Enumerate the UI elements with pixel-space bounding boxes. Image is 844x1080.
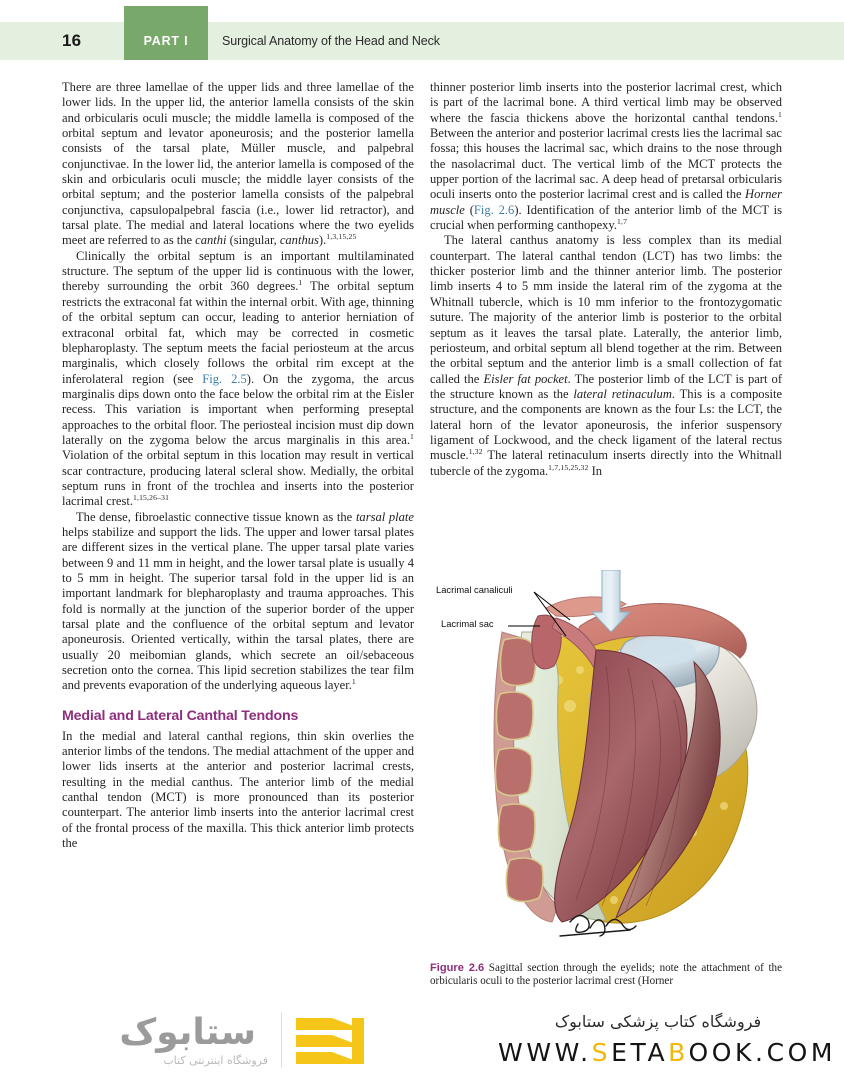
figure-2-6 <box>430 570 782 970</box>
url-letter-s: S <box>591 1038 612 1067</box>
body-paragraph <box>62 510 414 694</box>
text-run: (singular, <box>226 233 280 248</box>
reference-marker: 1,32 <box>468 447 483 457</box>
text-run: The orbital septum restricts the extraconal fat within the internal orbit. With age, thinning of the orbital septum can occur, leading to anterior herniation of extraconal orbital fat, which may be corrected in cosmetic blepharoplasty. The septum meets the facial periosteum at the arcus marginalis, which closely follows the orbital rim except at the inferolateral region (see <box>62 279 414 386</box>
left-column <box>62 80 414 852</box>
figure-cross-reference[interactable]: Fig. 2.6 <box>473 202 515 217</box>
text-run: ). On the zygoma, the arcus marginalis dips down onto the face below the orbital rim at the Eisler recess. This variation is important when performing preseptal approaches to the orbital floor. The periosteal incision must dip down laterally on the zygoma below the arcus marginalis in this area. <box>62 371 414 447</box>
logo-tagline: فروشگاه اینترنتی کتاب <box>163 1054 268 1067</box>
logo-divider <box>281 1012 282 1068</box>
body-paragraph <box>430 233 782 479</box>
lens-highlight <box>636 639 696 665</box>
text-run: Clinically the orbital septum is an important multilaminated structure. The septum of the upper lid is continuous with the lower, thereby surrounding the orbit 360 degrees. <box>62 248 414 294</box>
text-run: In <box>588 463 603 478</box>
reference-marker: 1,7 <box>617 216 628 226</box>
figure-caption-text: Sagittal section through the eyelids; note the attachment of the orbicularis oculi to the posterior lacrimal crest (Horner <box>430 962 783 988</box>
right-column-body <box>430 80 782 479</box>
reference-marker: 1 <box>778 109 782 119</box>
reference-marker: 1,7,15,25,32 <box>548 462 589 472</box>
url-suffix: OOK.COM <box>688 1038 837 1067</box>
text-run: . This is a composite structure, and the components are known as the four Ls: the LCT, the lateral horn of the levator aponeurosis, the inferior suspensory ligament of Lockwood, and the check ligament of the lateral rectus muscle. <box>430 386 783 463</box>
logo-wordmark-text: ستابوک <box>119 1012 256 1053</box>
body-paragraph <box>62 249 414 510</box>
emphasis-text: canthi <box>195 233 227 248</box>
text-run: helps stabilize and support the lids. The upper and lower tarsal plates are different sizes in the vertical plane. The upper tarsal plate varies between 9 and 11 mm in height, and the lower tarsal plate is usually 4 to 5 mm in height. The superior tarsal fold in the upper lid is an important landmark for blepharoplasty and trauma approaches. This fold is normally at the junction of the superior border of the upper tarsal plate and the confluence of the orbital septum and levator aponeurosis. Oriented vertically, within the tarsal plates, there are usually 20 meibomian glands, which secrete an oil/sebaceous secretion onto the cornea. This lipid secretion stabilizes the tear film and prevents evaporation of the underlying aqueous layer. <box>62 524 414 693</box>
text-run: ( <box>464 202 474 217</box>
chevron-mark-icon <box>292 1016 368 1068</box>
text-run: The lateral retinaculum inserts directly into the Whitnall tubercle of the zygoma. <box>430 448 782 478</box>
emphasis-text: canthus <box>279 233 319 248</box>
site-tagline-fa: فروشگاه کتاب پزشکی ستابوک <box>554 1012 762 1031</box>
body-paragraph <box>62 729 414 852</box>
emphasis-text: Horner muscle <box>430 187 782 217</box>
emphasis-text: tarsal plate <box>355 509 414 524</box>
text-run: ). Identification of the anterior limb of the MCT is crucial when performing canthopexy. <box>430 202 783 233</box>
text-run: There are three lamellae of the upper lids and three lamellae of the lower lids. In the upper lid, the anterior lamella consists of the skin and orbicularis oculi muscle; the middle lamella is composed of the orbital septum and levator aponeurosis; and the posterior lamella consists of the tarsal plate, Müller muscle, and palpebral conjunctivae. In the lower lid, the anterior lamella is composed of the skin and orbicularis oculi muscle; the middle layer consists of the orbital septum; and the posterior lamella consists of the palpebral conjunctiva, capsulopalpebral fascia (i.e., lower lid retractor), and tarsal plate. The medial and lateral locations where the two eyelids meet are referred to as the <box>62 80 414 248</box>
text-run: In the medial and lateral canthal regions, thin skin overlies the anterior limbs of the tendons. The medial attachment of the upper and lower lids inserts at the anterior and posterior lacrimal crests, resulting in the medial canthus. The anterior limb of the medial canthal tendon (MCT) is more pronounced than its posterior counterpart. The anterior limb inserts into the anterior lacrimal crest of the frontal process of the maxilla. This thick anterior limb protects the <box>62 728 414 851</box>
figure-caption <box>430 962 782 989</box>
text-run: . The posterior limb of the LCT is part of the structure known as the <box>430 371 783 401</box>
body-paragraph <box>62 80 414 249</box>
text-run: Violation of the orbital septum in this location may result in vertical scar contracture, producing lateral scleral show. Medially, the orbital septum runs in front of the trochlea and inserts into the posterior lacrimal crest. <box>62 448 414 509</box>
url-prefix: WWW. <box>498 1038 592 1067</box>
figure-number: Figure 2.6 <box>430 962 485 974</box>
right-column <box>430 80 782 479</box>
reference-marker: 1,15,26–31 <box>132 493 170 503</box>
site-info <box>498 1010 837 1070</box>
site-url[interactable] <box>498 1036 837 1070</box>
section-heading: Medial and Lateral Canthal Tendons <box>62 707 299 724</box>
footer-banner <box>0 1000 844 1080</box>
emphasis-text: lateral retinaculum <box>573 386 672 401</box>
running-head <box>0 22 844 60</box>
part-label: PART I <box>143 34 189 48</box>
setabook-logo[interactable] <box>68 1008 368 1074</box>
text-run: Between the anterior and posterior lacrimal crests lies the lacrimal sac fossa; this houses the lacrimal sac, which drains to the nose through the nasolacrimal duct. The vertical limb of the MCT protects the upper portion of the lacrimal sac. A deep head of pretarsal orbicularis oculi inserts onto the posterior lacrimal crest and is called the <box>430 126 782 202</box>
reference-marker: 1 <box>410 431 414 441</box>
text-run: ). <box>318 233 327 248</box>
left-column-after-heading <box>62 729 414 852</box>
reference-marker: 1 <box>298 278 303 288</box>
running-title: Surgical Anatomy of the Head and Neck <box>222 34 440 48</box>
reference-marker: 1,3,15,25 <box>326 232 357 242</box>
text-run: The lateral canthus anatomy is less complex than its medial counterpart. The lateral canthal tendon (LCT) has two limbs: the thicker posterior limb and the thinner anterior limb. The posterior limb inserts 4 to 5 mm inside the lateral rim of the zygoma at the Whitnall tubercle, which is 10 mm inferior to the frontozygomatic suture. The majority of the anterior limb is posterior to the orbital septum as it leaves the tarsal plate. Laterally, the anterior limb, periosteum, and orbital septum all blend together at the rim. Between the orbital septum and the anterior limb is a small collection of fat called the <box>430 233 782 386</box>
url-letter-b: B <box>668 1038 689 1067</box>
figure-label-lacrimal-canaliculi: Lacrimal canaliculi <box>436 584 513 595</box>
text-run: The dense, fibroelastic connective tissue known as the <box>76 509 356 524</box>
emphasis-text: Eisler fat pocket <box>483 371 568 386</box>
logo-wordmark <box>119 1012 256 1053</box>
url-mid: ETA <box>611 1038 669 1067</box>
part-tab <box>124 6 208 60</box>
left-column-body <box>62 80 414 694</box>
figure-label-lacrimal-sac: Lacrimal sac <box>441 618 494 629</box>
reference-marker: 1 <box>351 677 356 687</box>
page-number: 16 <box>62 31 82 50</box>
figure-cross-reference[interactable]: Fig. 2.5 <box>202 371 247 386</box>
body-paragraph <box>430 80 782 233</box>
text-run: thinner posterior limb inserts into the posterior lacrimal crest, which is part of the lacrimal bone. A third vertical limb may be observed where the fascia thickens above the horizontal canthal tendons. <box>430 80 782 125</box>
